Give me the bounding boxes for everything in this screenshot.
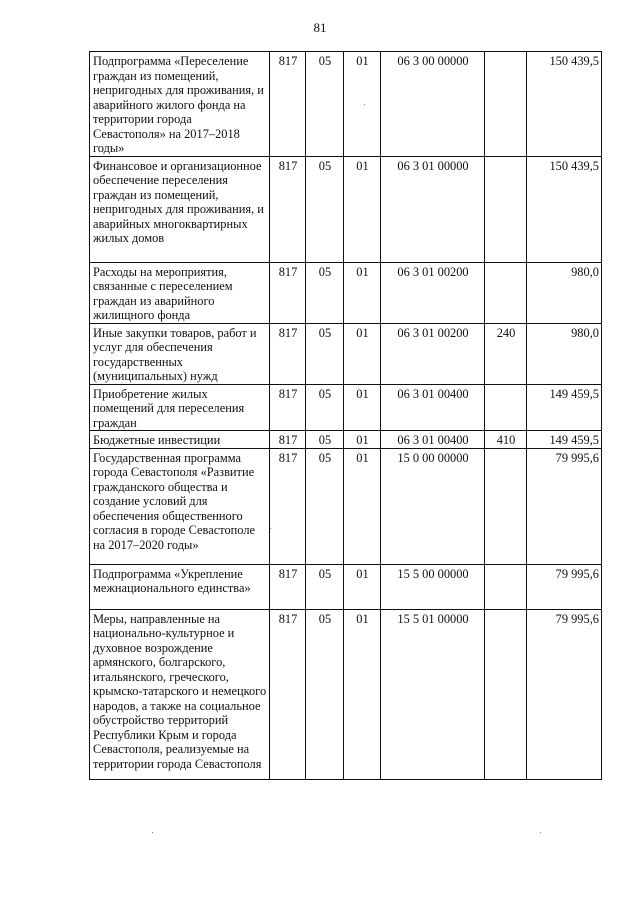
row-expense-type: 240 <box>485 323 527 384</box>
table-row <box>90 448 602 564</box>
row-name: Меры, направленные на национально-культурное и духовное возрождение армянского, болгарского, итальянского, греческого, крымско-татарского и немецкого народов, а также на социальное обустройство территорий Республики Крым и города Севастополя, реализуемые на территории города Севастополя <box>90 609 270 779</box>
row-razdel: 05 <box>306 323 344 384</box>
table-row <box>90 431 602 449</box>
row-razdel: 05 <box>306 431 344 449</box>
row-podrazdel: 01 <box>344 262 381 323</box>
table-row <box>90 564 602 609</box>
row-expense-type <box>485 52 527 157</box>
row-grbs: 817 <box>270 431 306 449</box>
row-grbs: 817 <box>270 52 306 157</box>
row-podrazdel: 01 <box>344 609 381 779</box>
row-target-article: 15 5 00 00000 <box>381 564 485 609</box>
row-target-article: 06 3 00 00000 <box>381 52 485 157</box>
row-expense-type <box>485 262 527 323</box>
row-razdel: 05 <box>306 52 344 157</box>
row-expense-type <box>485 609 527 779</box>
row-target-article: 06 3 01 00200 <box>381 323 485 384</box>
row-podrazdel: 01 <box>344 448 381 564</box>
row-target-article: 15 0 00 00000 <box>381 448 485 564</box>
row-expense-type <box>485 384 527 431</box>
row-grbs: 817 <box>270 384 306 431</box>
row-grbs: 817 <box>270 609 306 779</box>
row-name: Иные закупки товаров, работ и услуг для обеспечения государственных (муниципальных) нужд <box>90 323 270 384</box>
row-expense-type <box>485 448 527 564</box>
row-razdel: 05 <box>306 262 344 323</box>
row-amount: 150 439,5 <box>527 156 602 262</box>
row-razdel: 05 <box>306 384 344 431</box>
row-amount: 150 439,5 <box>527 52 602 157</box>
row-grbs: 817 <box>270 156 306 262</box>
row-name: Финансовое и организационное обеспечение переселения граждан из помещений, непригодных для проживания, и аварийных многоквартирных жилых домов <box>90 156 270 262</box>
row-podrazdel: 01 <box>344 323 381 384</box>
page-number: 81 <box>313 20 327 35</box>
row-expense-type: 410 <box>485 431 527 449</box>
row-razdel: 05 <box>306 448 344 564</box>
row-target-article: 06 3 01 00200 <box>381 262 485 323</box>
row-amount: 980,0 <box>527 323 602 384</box>
row-podrazdel: 01 <box>344 384 381 431</box>
row-name: Расходы на мероприятия, связанные с переселением граждан из аварийного жилищного фонда <box>90 262 270 323</box>
row-podrazdel: 01 <box>344 564 381 609</box>
row-name: Подпрограмма «Укрепление межнационального единства» <box>90 564 270 609</box>
row-target-article: 06 3 01 00000 <box>381 156 485 262</box>
table-row <box>90 156 602 262</box>
row-target-article: 06 3 01 00400 <box>381 384 485 431</box>
row-grbs: 817 <box>270 262 306 323</box>
row-razdel: 05 <box>306 609 344 779</box>
row-podrazdel: 01 <box>344 156 381 262</box>
row-amount: 79 995,6 <box>527 609 602 779</box>
row-name: Бюджетные инвестиции <box>90 431 270 449</box>
table-row <box>90 384 602 431</box>
row-name: Приобретение жилых помещений для переселения граждан <box>90 384 270 431</box>
table-row <box>90 262 602 323</box>
table-row <box>90 323 602 384</box>
row-grbs: 817 <box>270 448 306 564</box>
row-grbs: 817 <box>270 564 306 609</box>
row-grbs: 817 <box>270 323 306 384</box>
row-amount: 980,0 <box>527 262 602 323</box>
row-amount: 79 995,6 <box>527 448 602 564</box>
row-amount: 79 995,6 <box>527 564 602 609</box>
row-target-article: 15 5 01 00000 <box>381 609 485 779</box>
row-name: Подпрограмма «Переселение граждан из помещений, непригодных для проживания, и аварийного жилого фонда на территории города Севастополя» на 2017–2018 годы» <box>90 52 270 157</box>
budget-table <box>89 51 602 780</box>
row-amount: 149 459,5 <box>527 431 602 449</box>
table-row <box>90 52 602 157</box>
row-razdel: 05 <box>306 156 344 262</box>
row-amount: 149 459,5 <box>527 384 602 431</box>
row-expense-type <box>485 564 527 609</box>
row-razdel: 05 <box>306 564 344 609</box>
table-row <box>90 609 602 779</box>
row-podrazdel: 01 <box>344 431 381 449</box>
row-expense-type <box>485 156 527 262</box>
row-target-article: 06 3 01 00400 <box>381 431 485 449</box>
row-name: Государственная программа города Севастополя «Развитие гражданского общества и создание условий для обеспечения общественного согласия в городе Севастополе на 2017–2020 годы» <box>90 448 270 564</box>
row-podrazdel: 01 <box>344 52 381 157</box>
